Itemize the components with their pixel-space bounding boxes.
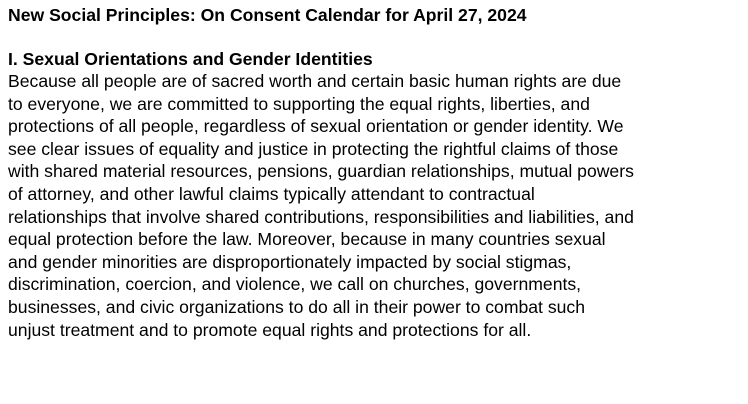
body-line: of attorney, and other lawful claims typically attendant to contractual xyxy=(8,183,535,204)
body-line: unjust treatment and to promote equal rights and protections for all. xyxy=(8,319,532,340)
section-heading: I. Sexual Orientations and Gender Identities xyxy=(8,49,373,69)
body-line: relationships that involve shared contributions, responsibilities and liabilities, and xyxy=(8,206,634,227)
body-line: businesses, and civic organizations to do all in their power to combat such xyxy=(8,296,585,317)
body-line: equal protection before the law. Moreover, because in many countries sexual xyxy=(8,229,606,250)
body-line: to everyone, we are committed to supporting the equal rights, liberties, and xyxy=(8,93,590,114)
body-line: Because all people are of sacred worth and certain basic human rights are due xyxy=(8,71,622,91)
body-line: see clear issues of equality and justice in protecting the rightful claims of those xyxy=(8,138,619,159)
section-body xyxy=(8,70,740,341)
body-line: with shared material resources, pensions, guardian relationships, mutual powers xyxy=(8,161,634,182)
body-line: protections of all people, regardless of sexual orientation or gender identity. We xyxy=(8,116,624,137)
document-title: New Social Principles: On Consent Calendar for April 27, 2024 xyxy=(8,5,527,25)
section-sexual-orientations xyxy=(8,48,740,341)
body-line: and gender minorities are disproportionately impacted by social stigmas, xyxy=(8,251,572,272)
body-line: discrimination, coercion, and violence, we call on churches, governments, xyxy=(8,274,582,295)
